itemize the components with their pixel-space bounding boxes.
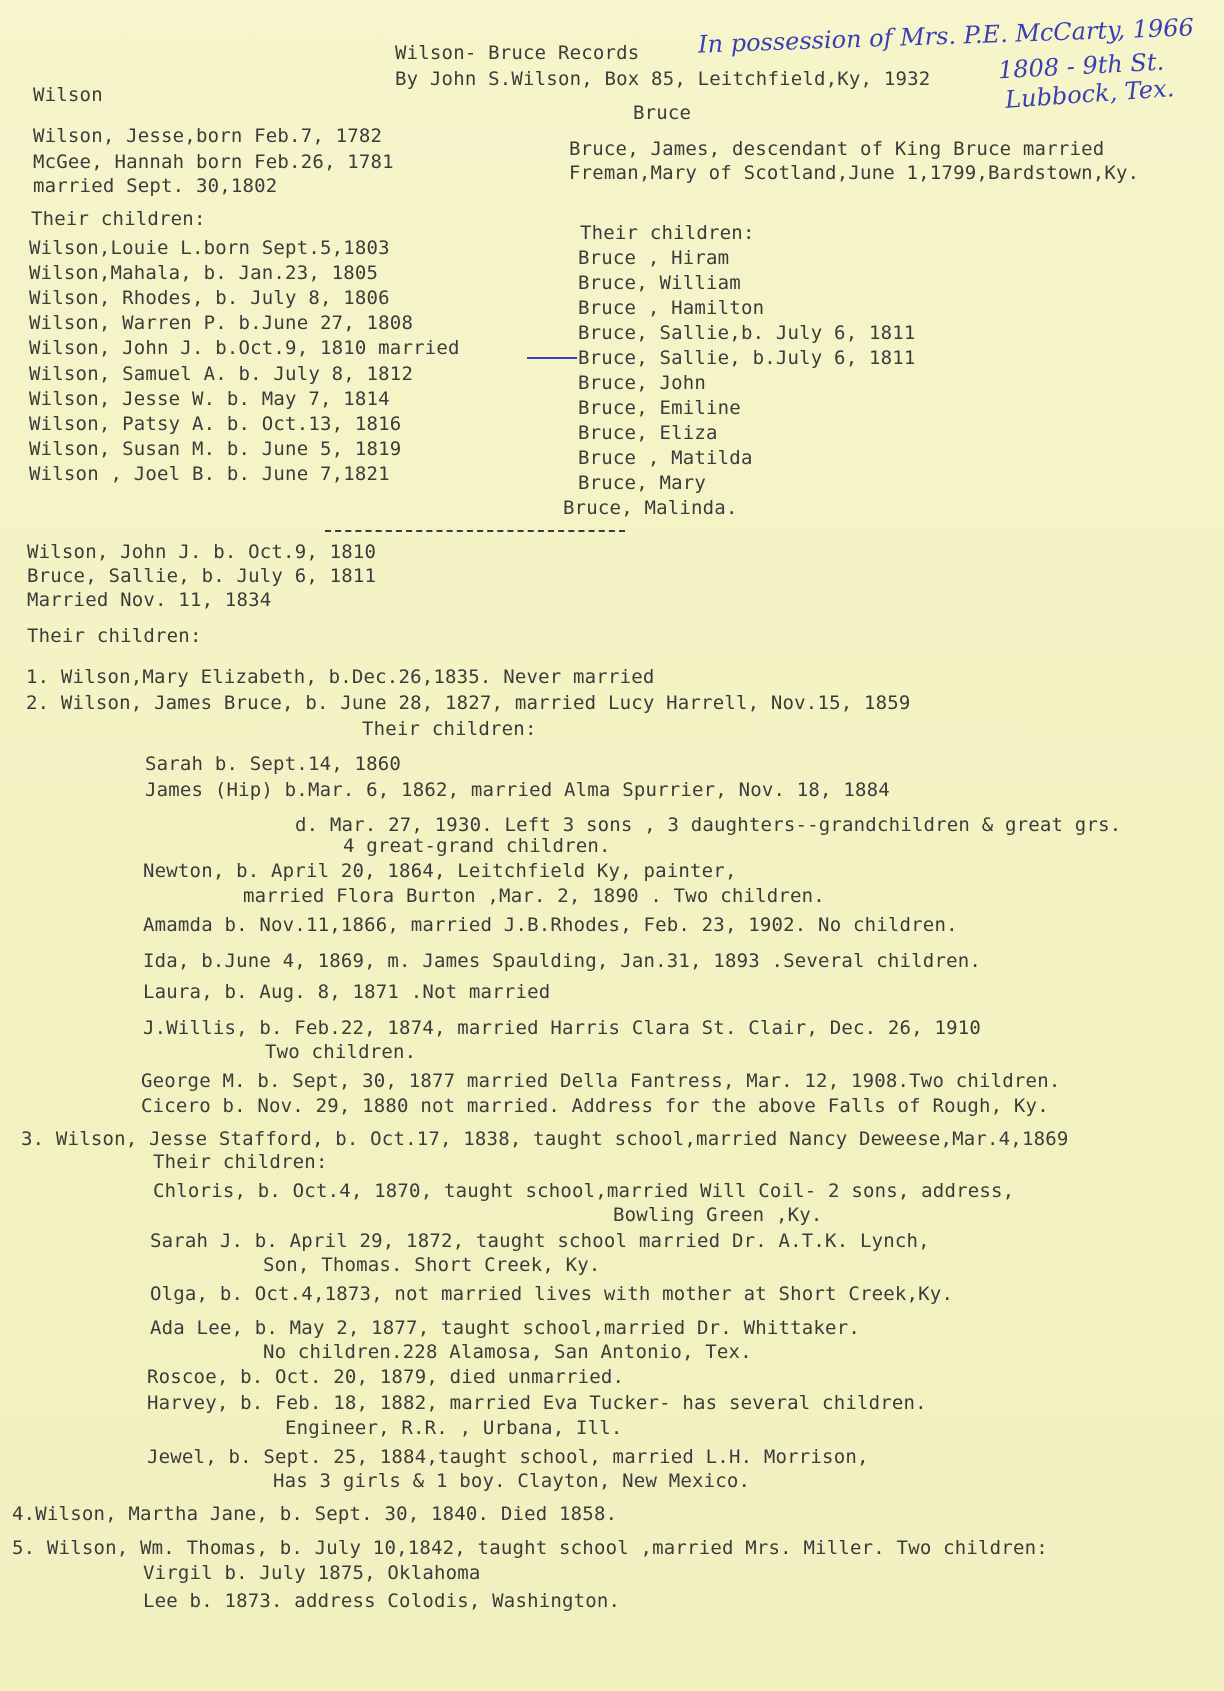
record-line: 2. Wilson, James Bruce, b. June 28, 1827, married Lucy Harrell, Nov.15, 1859 — [26, 692, 911, 714]
record-line: No children.228 Alamosa, San Antonio, Tex. — [263, 1341, 752, 1363]
record-line: Cicero b. Nov. 29, 1880 not married. Address for the above Falls of Rough, Ky. — [141, 1095, 1049, 1117]
bruce-child: Bruce, William — [578, 272, 741, 294]
couple-line: Wilson, John J. b. Oct.9, 1810 — [27, 541, 377, 563]
wilson-child: Wilson , Joel B. b. June 7,1821 — [29, 463, 390, 485]
bruce-child: Bruce , Hamilton — [578, 297, 765, 319]
record-line: Two children. — [265, 1041, 417, 1063]
bruce-child: Bruce , Matilda — [578, 447, 753, 469]
bruce-child: Bruce, Emiline — [578, 397, 741, 419]
bruce-child: Bruce, Mary — [578, 472, 707, 494]
wilson-children-heading: Their children: — [31, 208, 206, 230]
bruce-heading: Bruce — [633, 102, 692, 124]
handwritten-note-line3: Lubbock, Tex. — [1004, 74, 1176, 114]
record-line: Laura, b. Aug. 8, 1871 .Not married — [143, 981, 551, 1003]
record-line: Bowling Green ,Ky. — [613, 1204, 823, 1226]
bruce-child: Bruce, Malinda. — [563, 497, 738, 519]
handwritten-note-line1: In possession of Mrs. P.E. McCarty, 1966 — [697, 13, 1195, 59]
bruce-parent-line: Freman,Mary of Scotland,June 1,1799,Bardstown,Ky. — [569, 162, 1140, 184]
document-author-line: By John S.Wilson, Box 85, Leitchfield,Ky, 1932 — [395, 68, 931, 90]
wilson-child: Wilson, Warren P. b.June 27, 1808 — [29, 312, 414, 334]
couple-line: Bruce, Sallie, b. July 6, 1811 — [27, 565, 377, 587]
wilson-child: Wilson, Susan M. b. June 5, 1819 — [29, 438, 402, 460]
bruce-child: Bruce, Eliza — [578, 422, 718, 444]
record-line: 4.Wilson, Martha Jane, b. Sept. 30, 1840. Died 1858. — [12, 1503, 618, 1525]
wilson-parent-line: married Sept. 30,1802 — [33, 175, 278, 197]
wilson-child: Wilson, Rhodes, b. July 8, 1806 — [29, 287, 390, 309]
record-line: Amamda b. Nov.11,1866, married J.B.Rhodes, Feb. 23, 1902. No children. — [143, 914, 958, 936]
record-line: married Flora Burton ,Mar. 2, 1890 . Two children. — [243, 885, 825, 907]
record-line: George M. b. Sept, 30, 1877 married Della Fantress, Mar. 12, 1908.Two children. — [141, 1070, 1061, 1092]
record-line: 3. Wilson, Jesse Stafford, b. Oct.17, 1838, taught school,married Nancy Deweese,Mar.4,1869 — [21, 1128, 1069, 1150]
bruce-child: Bruce , Hiram — [578, 247, 730, 269]
record-line: Engineer, R.R. , Urbana, Ill. — [285, 1417, 623, 1439]
marriage-connector-line — [527, 357, 577, 359]
record-line: Their children: — [362, 718, 537, 740]
bruce-parent-line: Bruce, James, descendant of King Bruce married — [569, 138, 1105, 160]
record-line: 1. Wilson,Mary Elizabeth, b.Dec.26,1835. Never married — [26, 666, 655, 688]
record-line: Son, Thomas. Short Creek, Ky. — [263, 1254, 601, 1276]
record-line: Roscoe, b. Oct. 20, 1879, died unmarried. — [147, 1366, 625, 1388]
record-line: Harvey, b. Feb. 18, 1882, married Eva Tucker- has several children. — [147, 1392, 927, 1414]
record-line: Chloris, b. Oct.4, 1870, taught school,married Will Coil- 2 sons, address, — [153, 1180, 1015, 1202]
bruce-child: Bruce, Sallie,b. July 6, 1811 — [578, 322, 916, 344]
record-line: Jewel, b. Sept. 25, 1884,taught school, married L.H. Morrison, — [147, 1446, 869, 1468]
record-line: J.Willis, b. Feb.22, 1874, married Harris Clara St. Clair, Dec. 26, 1910 — [143, 1017, 982, 1039]
bruce-child: Bruce, Sallie, b.July 6, 1811 — [578, 347, 916, 369]
wilson-child: Wilson, Samuel A. b. July 8, 1812 — [29, 363, 414, 385]
record-line: 4 great-grand children. — [343, 835, 611, 857]
record-line: Has 3 girls & 1 boy. Clayton, New Mexico. — [273, 1470, 751, 1492]
record-line: Ida, b.June 4, 1869, m. James Spaulding, Jan.31, 1893 .Several children. — [143, 950, 982, 972]
record-line: James (Hip) b.Mar. 6, 1862, married Alma Spurrier, Nov. 18, 1884 — [145, 779, 890, 801]
record-line: Lee b. 1873. address Colodis, Washington. — [143, 1590, 621, 1612]
wilson-parent-line: McGee, Hannah born Feb.26, 1781 — [33, 151, 394, 173]
wilson-parent-line: Wilson, Jesse,born Feb.7, 1782 — [33, 125, 383, 147]
couple-line: Married Nov. 11, 1834 — [27, 589, 272, 611]
record-line: Newton, b. April 20, 1864, Leitchfield Ky, painter, — [143, 860, 737, 882]
record-line: d. Mar. 27, 1930. Left 3 sons , 3 daughters--grandchildren & great grs. — [295, 814, 1122, 836]
record-line: 5. Wilson, Wm. Thomas, b. July 10,1842, taught school ,married Mrs. Miller. Two children: — [12, 1537, 1048, 1559]
record-line: Ada Lee, b. May 2, 1877, taught school,married Dr. Whittaker. — [150, 1317, 860, 1339]
couple-children-heading: Their children: — [27, 625, 202, 647]
record-line: Olga, b. Oct.4,1873, not married lives with mother at Short Creek,Ky. — [150, 1283, 954, 1305]
wilson-child: Wilson, Patsy A. b. Oct.13, 1816 — [29, 413, 402, 435]
wilson-child: Wilson,Louie L.born Sept.5,1803 — [29, 237, 390, 259]
wilson-heading: Wilson — [33, 84, 103, 106]
bruce-children-heading: Their children: — [580, 222, 755, 244]
section-divider — [325, 530, 625, 532]
document-title: Wilson- Bruce Records — [395, 42, 640, 64]
record-line: Sarah b. Sept.14, 1860 — [145, 753, 402, 775]
handwritten-note-line2: 1808 - 9th St. — [997, 47, 1165, 85]
wilson-child: Wilson, Jesse W. b. May 7, 1814 — [29, 388, 390, 410]
record-line: Virgil b. July 1875, Oklahoma — [143, 1562, 481, 1584]
record-line: Sarah J. b. April 29, 1872, taught school married Dr. A.T.K. Lynch, — [150, 1230, 930, 1252]
wilson-child: Wilson, John J. b.Oct.9, 1810 married — [29, 337, 460, 359]
wilson-child: Wilson,Mahala, b. Jan.23, 1805 — [29, 262, 379, 284]
bruce-child: Bruce, John — [578, 372, 707, 394]
record-line: Their children: — [153, 1151, 328, 1173]
